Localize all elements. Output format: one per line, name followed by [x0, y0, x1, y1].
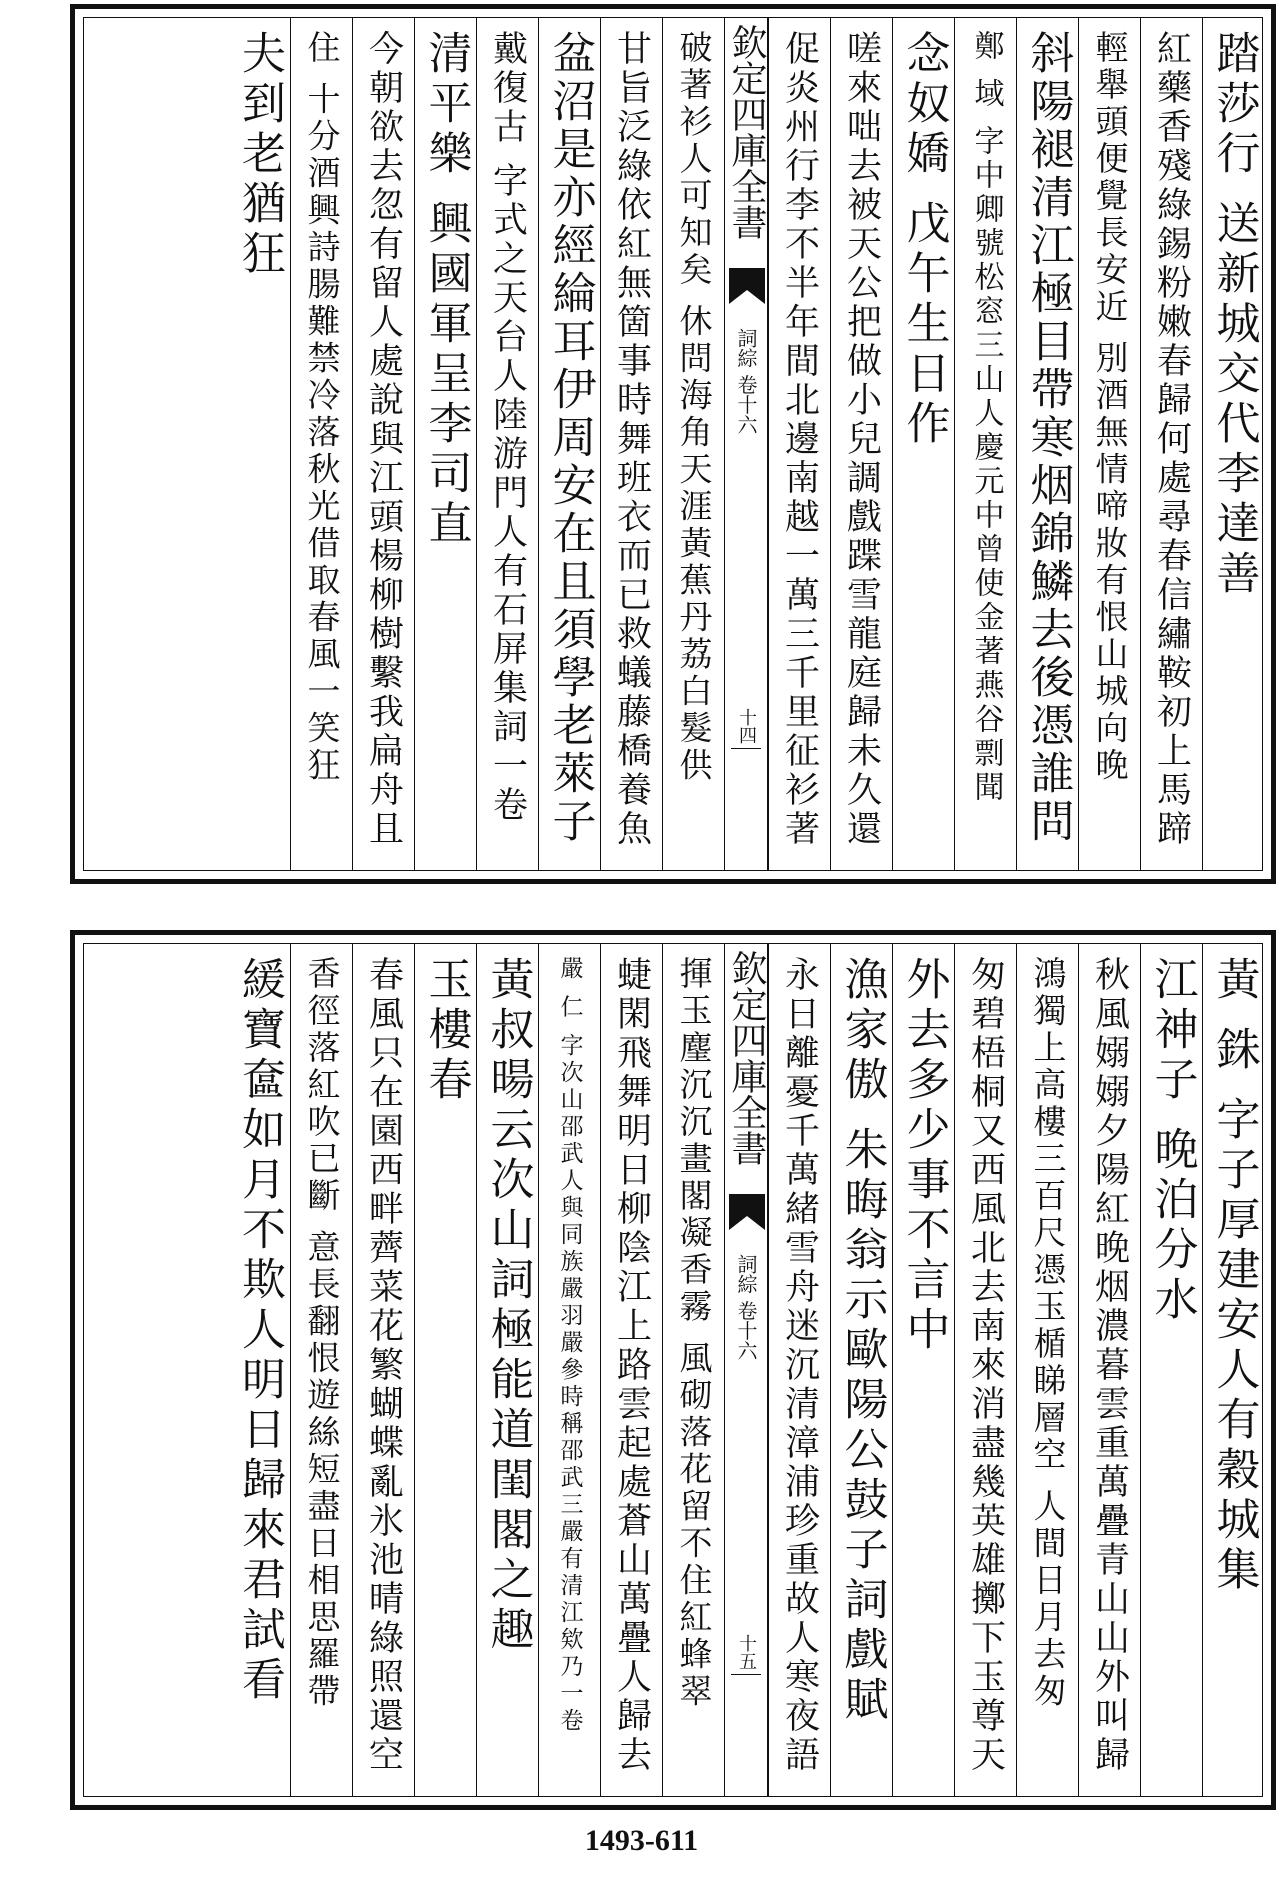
text-column [1016, 18, 1078, 870]
column-text: 盆沼是亦經綸耳伊周安在且須學老萊子 [544, 30, 596, 846]
fold-volume-label: 詞綜 卷十六 [734, 1254, 758, 1361]
fold-volume-label: 詞綜 卷十六 [734, 328, 758, 435]
text-column [1140, 18, 1202, 870]
column-text: 緩寶奩如月不欺人明日歸來君試看 [234, 956, 285, 1706]
text-column [662, 18, 724, 870]
column-text: 清平樂 興國軍呈李司直 [420, 30, 472, 550]
text-column [538, 944, 600, 1796]
text-column [414, 944, 476, 1796]
text-column [954, 18, 1016, 870]
column-text: 輕舉頭便覺長安近 別酒無情啼妝有恨山城向晚 [1090, 30, 1130, 785]
text-column [1078, 18, 1140, 870]
text-column [290, 944, 352, 1796]
fold-rule [731, 1674, 761, 1675]
text-column [600, 18, 662, 870]
fold-center-column [724, 18, 768, 870]
text-column [600, 944, 662, 1796]
text-column [768, 18, 830, 870]
column-text: 漁家傲 朱晦翁示歐陽公鼓子詞戲賦 [836, 956, 888, 1726]
fold-rule [731, 748, 761, 749]
text-column [662, 944, 724, 1796]
column-text: 黃叔暘云次山詞極能道閨閣之趣 [482, 956, 534, 1656]
column-text: 江神子 晚泊分水 [1146, 956, 1198, 1326]
column-text: 匆碧梧桐又西風北去南來消盡幾英雄擲下玉尊天 [965, 956, 1006, 1775]
column-text: 念奴嬌 戊午生日作 [898, 30, 950, 450]
text-column [954, 944, 1016, 1796]
text-column [290, 18, 352, 870]
column-text: 揮玉麈沉沉畫閣凝香霧 風砌落花留不住紅蜂翠 [674, 956, 714, 1711]
column-text: 嗟來咄去被天公把做小兒調戲蹀雪龍庭歸未久還 [841, 30, 882, 849]
column-text: 促炎州行李不半年間北邊南越一萬三千里征衫著 [779, 30, 820, 849]
column-text: 紅藥香殘綠錫粉嫩春歸何處尋春信繡鞍初上馬蹄 [1151, 30, 1192, 849]
text-column [228, 18, 290, 870]
text-column [228, 944, 290, 1796]
text-column [892, 18, 954, 870]
bottom-page-frame [83, 943, 1263, 1797]
column-text: 香徑落紅吹已斷 意長翻恨遊絲短盡日相思羅帶 [302, 956, 342, 1711]
column-text: 今朝欲去忽有留人處說與江頭楊柳樹繫我扁舟且 [363, 30, 404, 849]
text-column [538, 18, 600, 870]
column-text: 春風只在園西畔薺菜花繁蝴蝶亂氷池晴綠照還空 [363, 956, 404, 1775]
text-column [1202, 944, 1264, 1796]
fold-center-column [724, 944, 768, 1796]
text-column [768, 944, 830, 1796]
fold-leaf-number: 十四 [736, 708, 757, 744]
text-column [1202, 18, 1264, 870]
text-column [1078, 944, 1140, 1796]
column-text: 黃 銖 字子厚建安人有穀城集 [1208, 956, 1260, 1596]
fold-leaf-number: 十五 [736, 1634, 757, 1670]
column-text: 蜨閑飛舞明日柳陰江上路雲起處蒼山萬疊人歸去 [611, 956, 652, 1775]
column-text: 甘旨泛綠依紅無箇事時舞班衣而已救蟻藤橋養魚 [611, 30, 652, 849]
column-text: 踏莎行 送新城交代李達善 [1208, 30, 1260, 600]
column-text: 住 十分酒興詩腸難禁冷落秋光借取春風一笑狂 [302, 30, 342, 785]
column-text: 破著衫人可知矣 休問海角天涯黃蕉丹荔白髮供 [674, 30, 714, 785]
text-column [892, 944, 954, 1796]
column-text: 秋風嫋嫋夕陽紅晚烟濃暮雲重萬疊青山山外叫歸 [1089, 956, 1130, 1775]
column-text: 鴻獨上高樓三百尺憑玉楯睇層空 人間日月去匆 [1028, 956, 1068, 1711]
column-text: 外去多少事不言中 [898, 956, 950, 1356]
fishtail-mark-icon [729, 1194, 765, 1234]
text-column [830, 18, 892, 870]
column-text: 戴復古 字式之天台人陸游門人有石屏集詞一卷 [487, 30, 528, 826]
fishtail-mark-icon [729, 268, 765, 308]
column-text: 鄭 域 字中卿號松窓三山人慶元中曾使金著燕谷剽聞 [968, 30, 1004, 806]
top-page [70, 4, 1276, 884]
fold-book-title: 欽定四庫全書 [726, 950, 767, 1166]
column-text: 永日離憂千萬緒雪舟迷沉清漳浦珍重故人寒夜語 [779, 956, 820, 1775]
top-page-frame [83, 17, 1263, 871]
column-text: 玉樓春 [420, 956, 472, 1106]
column-text: 嚴 仁 字次山邵武人與同族嚴羽嚴參時稱邵武三嚴有清江欸乃一卷 [556, 956, 583, 1735]
fold-book-title: 欽定四庫全書 [726, 24, 767, 240]
page-number-footer: 1493-611 [584, 1824, 699, 1857]
column-text: 斜陽褪清江極目帶寒烟錦鱗去後憑誰問 [1022, 30, 1074, 846]
text-column [476, 944, 538, 1796]
text-column [830, 944, 892, 1796]
text-column [476, 18, 538, 870]
bottom-page [70, 930, 1276, 1810]
text-column [352, 18, 414, 870]
text-column [1016, 944, 1078, 1796]
text-column [352, 944, 414, 1796]
text-column [414, 18, 476, 870]
column-text: 夫到老猶狂 [234, 30, 285, 280]
text-column [1140, 944, 1202, 1796]
